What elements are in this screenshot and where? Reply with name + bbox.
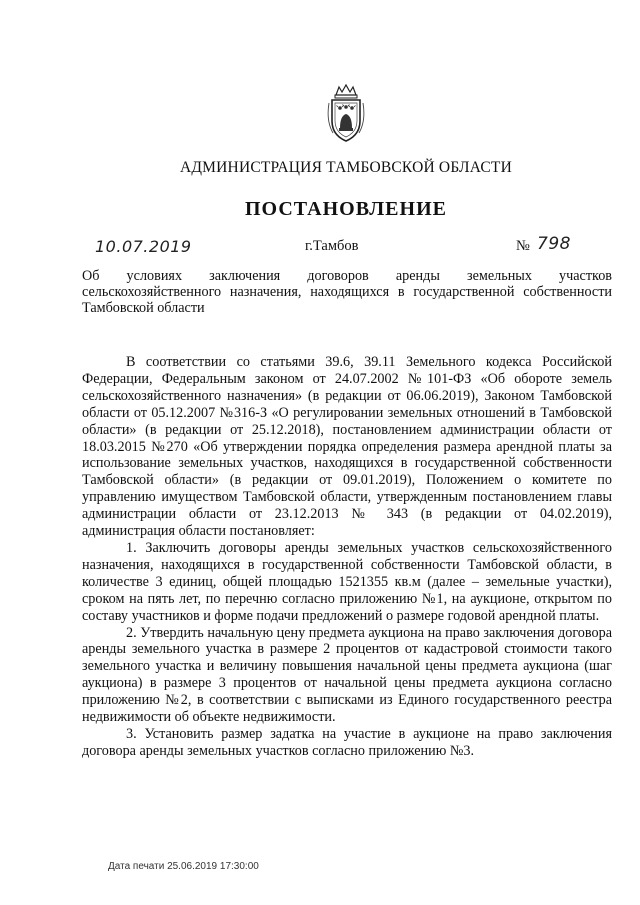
number-label: № — [516, 238, 530, 254]
print-date-footer: Дата печати 25.06.2019 17:30:00 — [108, 861, 259, 872]
organization-name: АДМИНИСТРАЦИЯ ТАМБОВСКОЙ ОБЛАСТИ — [180, 159, 512, 176]
document-subject: Об условиях заключения договоров аренды земельных участков сельскохозяйственного назначения, находящихся в государственной собственности Тамбовской области — [82, 268, 612, 316]
coat-of-arms-icon — [325, 83, 367, 143]
clause-1-paragraph: 1. Заключить договоры аренды земельных участков сельскохозяйственного назначения, находящихся в государственной собственности Тамбовской области, в количестве 3 единиц, общей площадью 1521355 кв.м (далее – земельные участки), сроком на пять лет, по перечню согласно приложению №1, на аукционе, открытом по составу участников и форме подачи предложений о размере годовой арендной платы. — [82, 539, 612, 624]
city-label: г.Тамбов — [305, 238, 359, 254]
document-body — [82, 354, 612, 760]
clause-2-paragraph: 2. Утвердить начальную цену предмета аукциона на право заключения договора аренды земельного участка в размере 2 процентов от кадастровой стоимости такого земельного участка и величину повышения начальной цены предмета аукциона (шаг аукциона) в размере 3 процентов от начальной цены предмета аукциона согласно приложению №2, в соответствии с выписками из Единого государственного реестра недвижимости об объекте недвижимости. — [82, 624, 612, 726]
clause-3-paragraph: 3. Установить размер задатка на участие в аукционе на право заключения договора аренды земельных участков согласно приложению №3. — [82, 725, 612, 759]
preamble-paragraph: В соответствии со статьями 39.6, 39.11 Земельного кодекса Российской Федерации, Федеральным законом от 24.07.2002 №101-ФЗ «Об обороте земель сельскохозяйственного назначения» (в редакции от 06.06.2019), Законом Тамбовской области от 05.12.2007 №316-З «О регулировании земельных отношений в Тамбовской области» (в редакции от 25.12.2018), постановлением администрации области от 18.03.2015 №270 «Об утверждении порядка определения размера арендной платы за использование земельных участков, находящихся в государственной собственности Тамбовской области» (в редакции от 09.01.2019), Положением о комитете по управлению имуществом Тамбовской области, утвержденным постановлением главы администрации области от 23.12.2013 № 343 (в редакции от 04.02.2019), администрация области постановляет: — [82, 354, 612, 540]
handwritten-date: 10.07.2019 — [95, 237, 192, 256]
document-type-title: ПОСТАНОВЛЕНИЕ — [245, 198, 447, 220]
handwritten-number: 798 — [537, 234, 571, 254]
